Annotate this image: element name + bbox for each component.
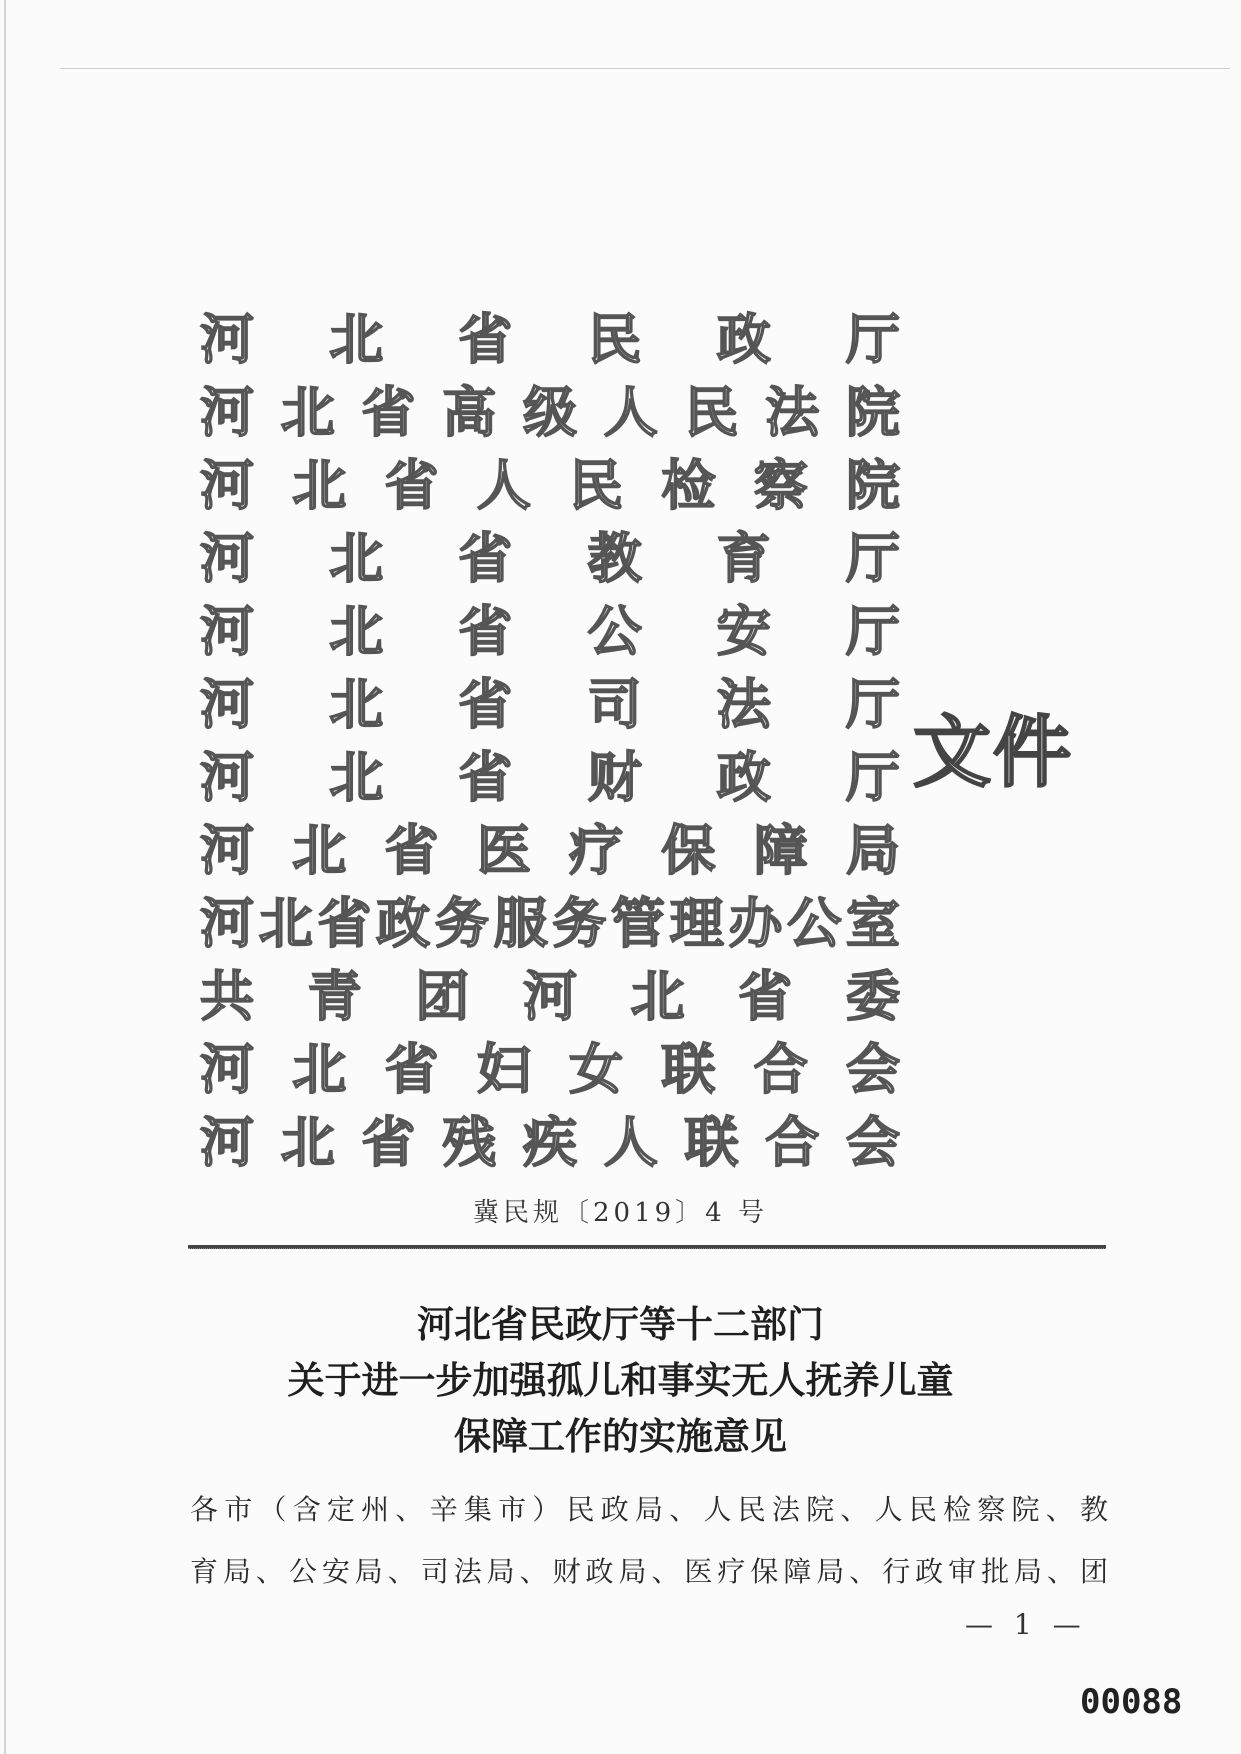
issuer-char: 务 [552, 891, 607, 955]
issuer-char: 育 [716, 526, 771, 590]
issuer-char: 厅 [845, 672, 900, 736]
issuer-char: 教 [587, 526, 642, 590]
title-line: 河北省民政厅等十二部门 [417, 1302, 824, 1346]
title-line: 保障工作的实施意见 [454, 1414, 787, 1458]
issuer-char: 院 [846, 380, 900, 444]
issuer-char: 民 [684, 380, 739, 444]
document-title [0, 1296, 1241, 1464]
issuer-name [200, 814, 900, 887]
issuer-char: 北 [292, 1037, 347, 1101]
issuer-char: 北 [292, 818, 347, 882]
issuer-char: 联 [684, 1110, 739, 1174]
issuer-name [200, 668, 900, 741]
issuer-char: 厅 [845, 526, 900, 590]
issuer-char: 办 [728, 891, 783, 955]
issuer-char: 省 [361, 1110, 416, 1174]
issuer-char: 省 [361, 380, 416, 444]
issuer-char: 民 [569, 453, 624, 517]
issuer-char: 法 [716, 672, 771, 736]
issuer-char: 人 [476, 453, 531, 517]
issuer-char: 北 [329, 745, 384, 809]
issuer-char: 厅 [845, 599, 900, 663]
issuer-char: 理 [669, 891, 724, 955]
issuer-char: 服 [493, 891, 548, 955]
issuer-char: 省 [384, 818, 439, 882]
issuer-char: 高 [442, 380, 497, 444]
document-number: 冀民规〔2019〕4 号 [473, 1198, 768, 1228]
issuer-char: 室 [845, 891, 900, 955]
issuer-list [200, 303, 900, 1179]
issuer-char: 河 [200, 599, 254, 663]
issuer-name [200, 449, 900, 522]
issuer-char: 公 [787, 891, 842, 955]
issuer-char: 政 [376, 891, 431, 955]
body-text-line: 育局、公安局、司法局、财政局、医疗保障局、行政审批局、团 [190, 1555, 1108, 1588]
issuer-char: 河 [522, 964, 577, 1028]
issuer-char: 人 [603, 380, 658, 444]
issuer-name [200, 522, 900, 595]
issuer-char: 省 [458, 745, 513, 809]
issuer-char: 河 [200, 307, 254, 371]
issuer-char: 厅 [845, 745, 900, 809]
issuer-char: 管 [611, 891, 666, 955]
issuer-char: 北 [258, 891, 313, 955]
issuer-char: 合 [753, 1037, 808, 1101]
issuer-name [200, 376, 900, 449]
issuer-char: 财 [587, 745, 642, 809]
issuer-char: 委 [845, 964, 900, 1028]
document-suffix: 文件 [913, 708, 1074, 798]
issuer-char: 厅 [845, 307, 900, 371]
issuer-char: 人 [603, 1110, 658, 1174]
issuer-char: 保 [661, 818, 716, 882]
issuer-char: 河 [200, 526, 254, 590]
issuer-char: 北 [280, 1110, 335, 1174]
issuer-char: 北 [329, 307, 384, 371]
issuer-char: 司 [587, 672, 642, 736]
page-number: — 1 — [965, 1608, 1087, 1641]
issuer-char: 女 [569, 1037, 624, 1101]
issuer-char: 北 [280, 380, 335, 444]
issuer-char: 联 [661, 1037, 716, 1101]
issuer-char: 省 [384, 1037, 439, 1101]
page-left-edge [4, 0, 6, 1754]
issuer-char: 障 [753, 818, 808, 882]
issuer-char: 民 [587, 307, 642, 371]
issuer-char: 河 [200, 745, 254, 809]
issuer-char: 院 [845, 453, 900, 517]
issuer-char: 河 [200, 818, 254, 882]
issuer-char: 北 [292, 453, 347, 517]
archive-number: 00088 [1080, 1682, 1183, 1722]
issuer-char: 共 [200, 964, 254, 1028]
issuer-char: 医 [476, 818, 531, 882]
issuer-char: 检 [661, 453, 716, 517]
issuer-char: 安 [716, 599, 771, 663]
issuer-char: 河 [200, 1110, 254, 1174]
issuer-char: 省 [458, 526, 513, 590]
issuer-name [200, 741, 900, 814]
issuer-char: 省 [458, 307, 513, 371]
issuer-char: 合 [765, 1110, 820, 1174]
issuer-name [200, 887, 900, 960]
issuer-char: 级 [523, 380, 577, 444]
body-text-line: 各市（含定州、辛集市）民政局、人民法院、人民检察院、教 [190, 1493, 1108, 1526]
issuer-char: 会 [846, 1110, 900, 1174]
issuer-char: 局 [845, 818, 900, 882]
issuer-char: 察 [753, 453, 808, 517]
issuer-name [200, 1033, 900, 1106]
issuer-char: 政 [716, 745, 771, 809]
header-divider [188, 1245, 1106, 1249]
issuer-char: 省 [458, 672, 513, 736]
issuer-char: 河 [200, 380, 254, 444]
issuer-char: 河 [200, 672, 254, 736]
issuer-char: 会 [845, 1037, 900, 1101]
issuer-char: 北 [630, 964, 685, 1028]
issuer-name [200, 303, 900, 376]
issuer-char: 北 [329, 672, 384, 736]
issuer-char: 青 [307, 964, 362, 1028]
title-line: 关于进一步加强孤儿和事实无人抚养儿童 [287, 1358, 954, 1402]
issuer-char: 省 [317, 891, 372, 955]
issuer-char: 务 [434, 891, 489, 955]
issuer-char: 政 [716, 307, 771, 371]
issuer-name [200, 960, 900, 1033]
issuer-char: 公 [587, 599, 642, 663]
issuer-char: 团 [415, 964, 470, 1028]
issuer-char: 河 [200, 453, 254, 517]
issuer-char: 省 [458, 599, 513, 663]
issuer-name [200, 1106, 900, 1179]
issuer-char: 省 [738, 964, 793, 1028]
issuer-char: 疗 [569, 818, 624, 882]
issuer-char: 北 [329, 526, 384, 590]
issuer-char: 河 [200, 1037, 254, 1101]
issuer-char: 妇 [476, 1037, 531, 1101]
issuer-char: 残 [442, 1110, 497, 1174]
issuer-char: 省 [384, 453, 439, 517]
issuer-char: 疾 [523, 1110, 577, 1174]
issuer-char: 北 [329, 599, 384, 663]
issuer-name [200, 595, 900, 668]
issuer-char: 河 [200, 891, 254, 955]
issuer-char: 法 [765, 380, 820, 444]
top-rule [60, 68, 1230, 69]
